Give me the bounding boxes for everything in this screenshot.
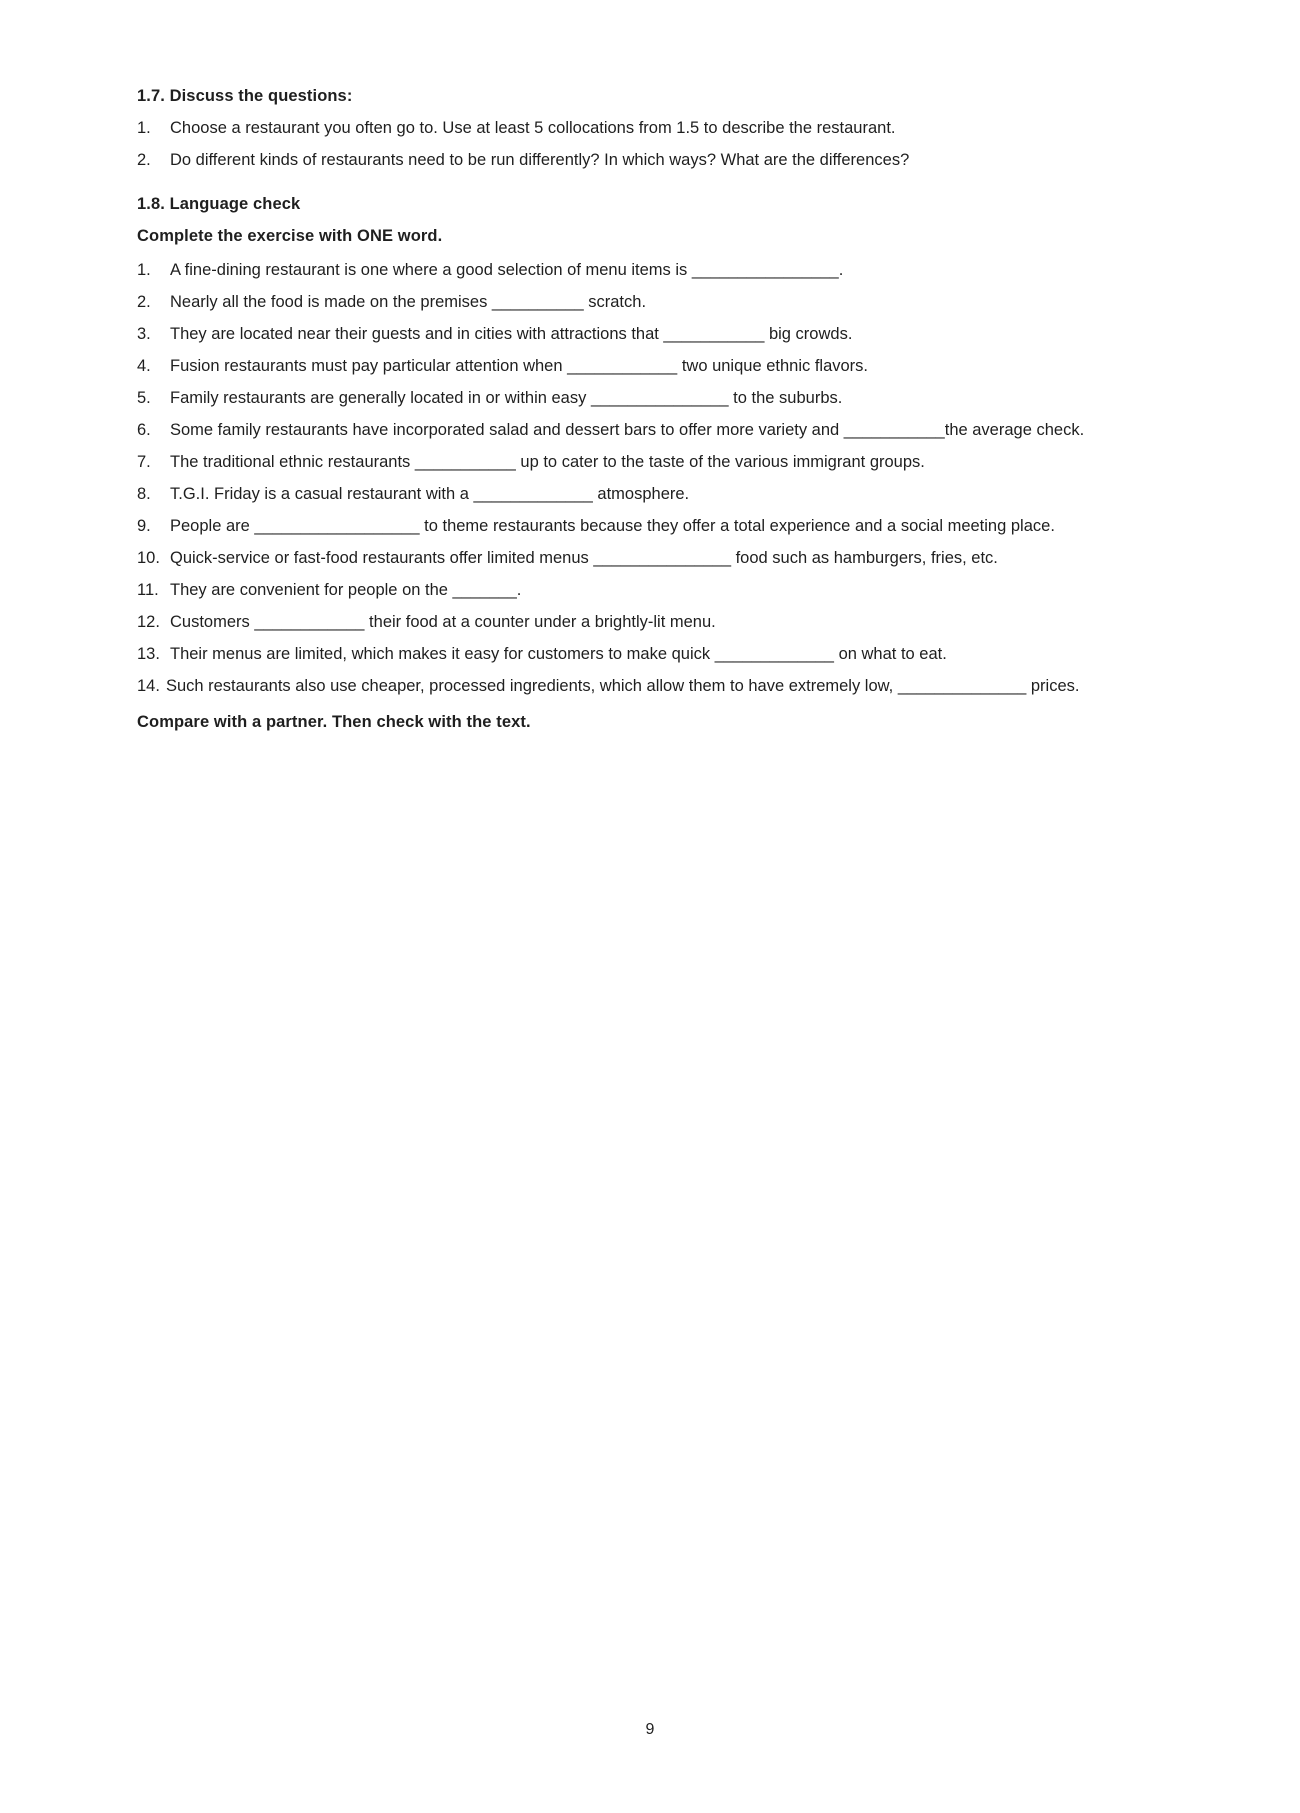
list-item-text: Choose a restaurant you often go to. Use at least 5 collocations from 1.5 to describe the restaurant. [170,119,896,137]
list-number: 2. [137,293,151,311]
list-number: 8. [137,485,151,503]
list-item-text: Their menus are limited, which makes it easy for customers to make quick _____________ on what to eat. [170,645,947,663]
list-item-text: Some family restaurants have incorporated salad and dessert bars to offer more variety and ___________the average check. [170,421,1085,439]
list-item-text: T.G.I. Friday is a casual restaurant with a _____________ atmosphere. [170,485,690,503]
exercise-item [137,516,1185,537]
list-number: 11. [137,581,159,599]
list-number: 4. [137,357,151,375]
list-item-text: Do different kinds of restaurants need to be run differently? In which ways? What are the differences? [170,151,910,169]
list-number: 12. [137,613,160,631]
exercise-item [137,644,1185,665]
exercise-item [137,324,1185,345]
list-item-text: Customers ____________ their food at a counter under a brightly-lit menu. [170,613,716,631]
list-number: 6. [137,421,151,439]
exercise-item [137,388,1185,409]
section-heading-language-check: 1.8. Language check [137,195,301,213]
list-item-text: People are __________________ to theme restaurants because they offer a total experience and a social meeting place. [170,517,1055,535]
list-item-text: They are convenient for people on the _______. [170,581,522,599]
page-number: 9 [645,1721,655,1738]
exercise-item [137,452,1185,473]
exercise-item [137,356,1185,377]
list-item-text: They are located near their guests and in cities with attractions that ___________ big crowds. [170,325,853,343]
exercise-item [137,292,1185,313]
list-item-text: Such restaurants also use cheaper, processed ingredients, which allow them to have extremely low, ______________ prices. [165,677,1080,695]
discuss-question [137,118,1185,139]
exercise-item [137,260,1185,281]
list-item-text: Family restaurants are generally located in or within easy _______________ to the suburbs. [170,389,843,407]
list-number: 3. [137,325,151,343]
exercise-item [137,580,1185,601]
list-item-text: The traditional ethnic restaurants ___________ up to cater to the taste of the various immigrant groups. [170,453,925,471]
list-item-text: Fusion restaurants must pay particular attention when ____________ two unique ethnic flavors. [170,357,869,375]
page-content [137,86,1185,733]
list-number: 14. [137,677,160,695]
list-number: 10. [137,549,160,567]
discuss-question [137,150,1185,171]
list-number: 9. [137,517,151,535]
exercise-item [137,612,1185,633]
exercise-item [137,484,1185,505]
compare-note: Compare with a partner. Then check with the text. [137,713,531,731]
list-item-text: A fine-dining restaurant is one where a good selection of menu items is ________________. [170,261,844,279]
list-number: 7. [137,453,151,471]
list-item-text: Nearly all the food is made on the premises __________ scratch. [170,293,647,311]
list-item-text: Quick-service or fast-food restaurants offer limited menus _______________ food such as hamburgers, fries, etc. [170,549,998,567]
section-heading-discuss: 1.7. Discuss the questions: [137,87,353,105]
exercise-item [137,676,1185,697]
list-number: 1. [137,261,151,279]
list-number: 1. [137,119,151,137]
exercise-item [137,420,1185,441]
list-number: 13. [137,645,160,663]
list-number: 5. [137,389,151,407]
exercise-instruction: Complete the exercise with ONE word. [137,227,443,245]
exercise-item [137,548,1185,569]
list-number: 2. [137,151,151,169]
